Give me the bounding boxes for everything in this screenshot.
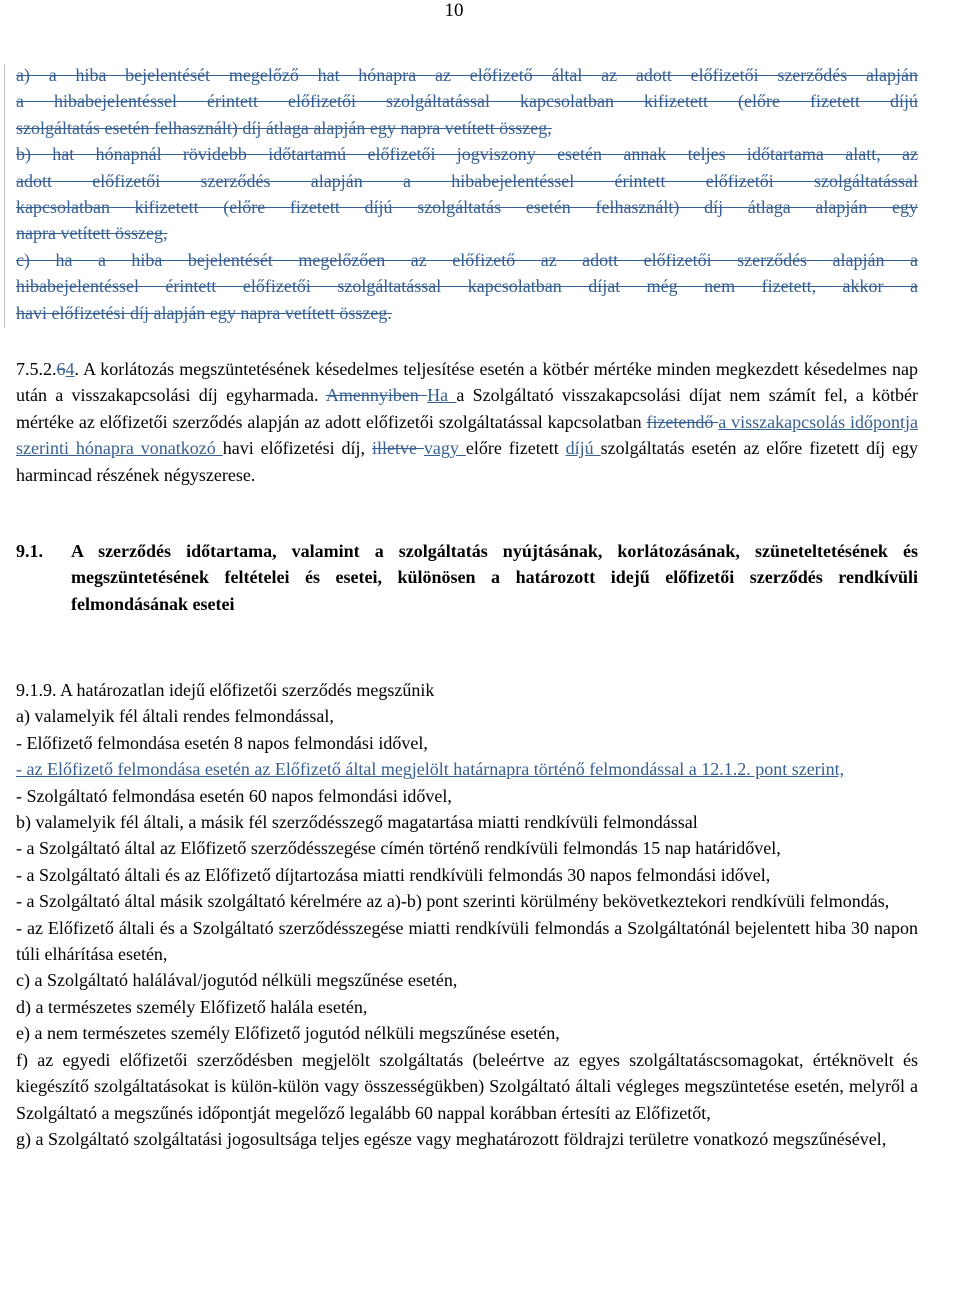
clause-text: szolgáltatás esetén az előre fizetett díj egy harmincad részének négyszerese. — [16, 438, 919, 485]
clause-line: - a Szolgáltató által az Előfizető szerződésszegése címén történő rendkívüli felmondás 15 nap határidővel, — [16, 838, 781, 859]
deleted-line: havi előfizetési díj alapján egy napra vetített összeg. — [16, 302, 392, 323]
page-number: 10 — [444, 0, 464, 21]
inserted-text: 4 — [65, 359, 75, 379]
deleted-line: adott előfizetői szerződés alapján a hibabejelentéssel érintett előfizetői szolgáltatással — [16, 170, 918, 191]
inserted-text: díjú — [565, 438, 601, 459]
clause-line: - a Szolgáltató általi és az Előfizető díjtartozása miatti rendkívüli felmondás 30 napos felmondási idővel, — [16, 864, 771, 885]
deleted-text: Amennyiben — [325, 385, 428, 406]
clause-text: a Szolgáltató visszakapcsolási díjat nem számít fel, a kötbér mértéke az előfizetői szerződés alapján az adott előfizetői szolgáltatással kapcsolatban — [16, 385, 918, 432]
clause-line: - az Előfizető általi és a Szolgáltató szerződésszegése miatti rendkívüli felmondás a Szolgáltatónál bejelentett hiba 30 napon túli elhárítása esetén, — [16, 917, 918, 965]
clause-line: f) az egyedi előfizetői szerződésben megjelölt szolgáltatás (beleértve az egyes szolgáltatáscsomagokat, értéknövelt és kiegészítő szolgáltatásokat is külön-külön vagy összességükben) Szolgáltató általi végleges megszüntetése esetén, melyről a Szolgáltató a megszűnés időpontját megelőző legalább 60 nappal korábban értesíti az Előfizetőt, — [16, 1049, 918, 1123]
clause-number: 7.5.2. — [16, 359, 57, 379]
clause-line: e) a nem természetes személy Előfizető jogutód nélküli megszűnése esetén, — [16, 1023, 560, 1044]
deleted-line: hibabejelentéssel érintett előfizetői szolgáltatással kapcsolatban díjat még nem fizetett, akkor a — [16, 276, 918, 297]
clause-line: - Szolgáltató felmondása esetén 60 napos felmondási idővel, — [16, 785, 452, 806]
deleted-text: fizetendő — [646, 411, 719, 432]
deleted-text: 6 — [56, 359, 66, 379]
deleted-line: napra vetített összeg, — [16, 223, 168, 244]
section-heading-9-1 — [16, 538, 918, 617]
deleted-line: c) ha a hiba bejelentését megelőzően az előfizető az adott előfizetői szerződés alapján a — [16, 249, 918, 270]
inserted-text: Ha — [427, 385, 457, 406]
deleted-line: a hibabejelentéssel érintett előfizetői szolgáltatással kapcsolatban kifizetett (előre fizetett díjú — [16, 91, 918, 112]
clause-line: d) a természetes személy Előfizető halála esetén, — [16, 996, 368, 1017]
inserted-text: vagy — [423, 438, 466, 459]
clause-line: a) valamelyik fél általi rendes felmondással, — [16, 706, 334, 727]
change-bar — [4, 64, 5, 328]
deleted-block — [16, 62, 918, 326]
inserted-text: a visszakapcsolás időpontja szerinti hónapra vonatkozó — [16, 411, 918, 459]
deleted-line: szolgáltatás esetén felhasznált) díj átlaga alapján egy napra vetített összeg, — [16, 117, 552, 138]
inserted-line: - az Előfizető felmondása esetén az Előfizető által megjelölt határnapra történő felmondással a 12.1.2. pont szerint, — [16, 759, 845, 780]
clause-line: - a Szolgáltató által másik szolgáltató kérelmére az a)-b) pont szerinti körülmény bekövetkeztekori rendkívüli felmondás, — [16, 891, 890, 912]
clause-text: havi előfizetési díj, — [222, 438, 372, 459]
clause-7-5-2 — [16, 356, 918, 488]
deleted-line: b) hat hónapnál rövidebb időtartamú előfizetői jogviszony esetén annak teljes időtartama alatt, az — [16, 144, 918, 165]
deleted-text: illetve — [371, 438, 424, 459]
deleted-line: kapcsolatban kifizetett (előre fizetett díjú szolgáltatás esetén felhasznált) díj átlaga alapján egy — [16, 197, 918, 218]
clause-line: 9.1.9. A határozatlan idejű előfizetői szerződés megszűnik — [16, 680, 435, 700]
section-title: A szerződés időtartama, valamint a szolgáltatás nyújtásának, korlátozásának, szüneteltetésének és megszüntetésének feltételei és esetei, különösen a határozott idejű előfizetői szerződés rendkívüli felmondásának esetei — [71, 541, 918, 614]
clause-line: g) a Szolgáltató szolgáltatási jogosultsága teljes egésze vagy meghatározott földrajzi területre vonatkozó megszűnésével, — [16, 1128, 887, 1149]
clause-9-1-9 — [16, 677, 918, 1152]
deleted-line: a) a hiba bejelentését megelőző hat hónapra az előfizető által az adott előfizetői szerződés alapján — [16, 65, 918, 85]
clause-text: . A korlátozás megszüntetésének késedelmes teljesítése esetén a kötbér mértéke minden megkezdett késedelmes nap után a visszakapcsolási díj egyharmada. — [16, 359, 918, 406]
clause-line: - Előfizető felmondása esetén 8 napos felmondási idővel, — [16, 732, 428, 753]
clause-line: b) valamelyik fél általi, a másik fél szerződésszegő magatartása miatti rendkívüli felmondással — [16, 812, 698, 833]
clause-text: előre fizetett — [465, 438, 566, 459]
section-number: 9.1. — [16, 541, 43, 561]
clause-line: c) a Szolgáltató halálával/jogutód nélküli megszűnése esetén, — [16, 970, 458, 991]
